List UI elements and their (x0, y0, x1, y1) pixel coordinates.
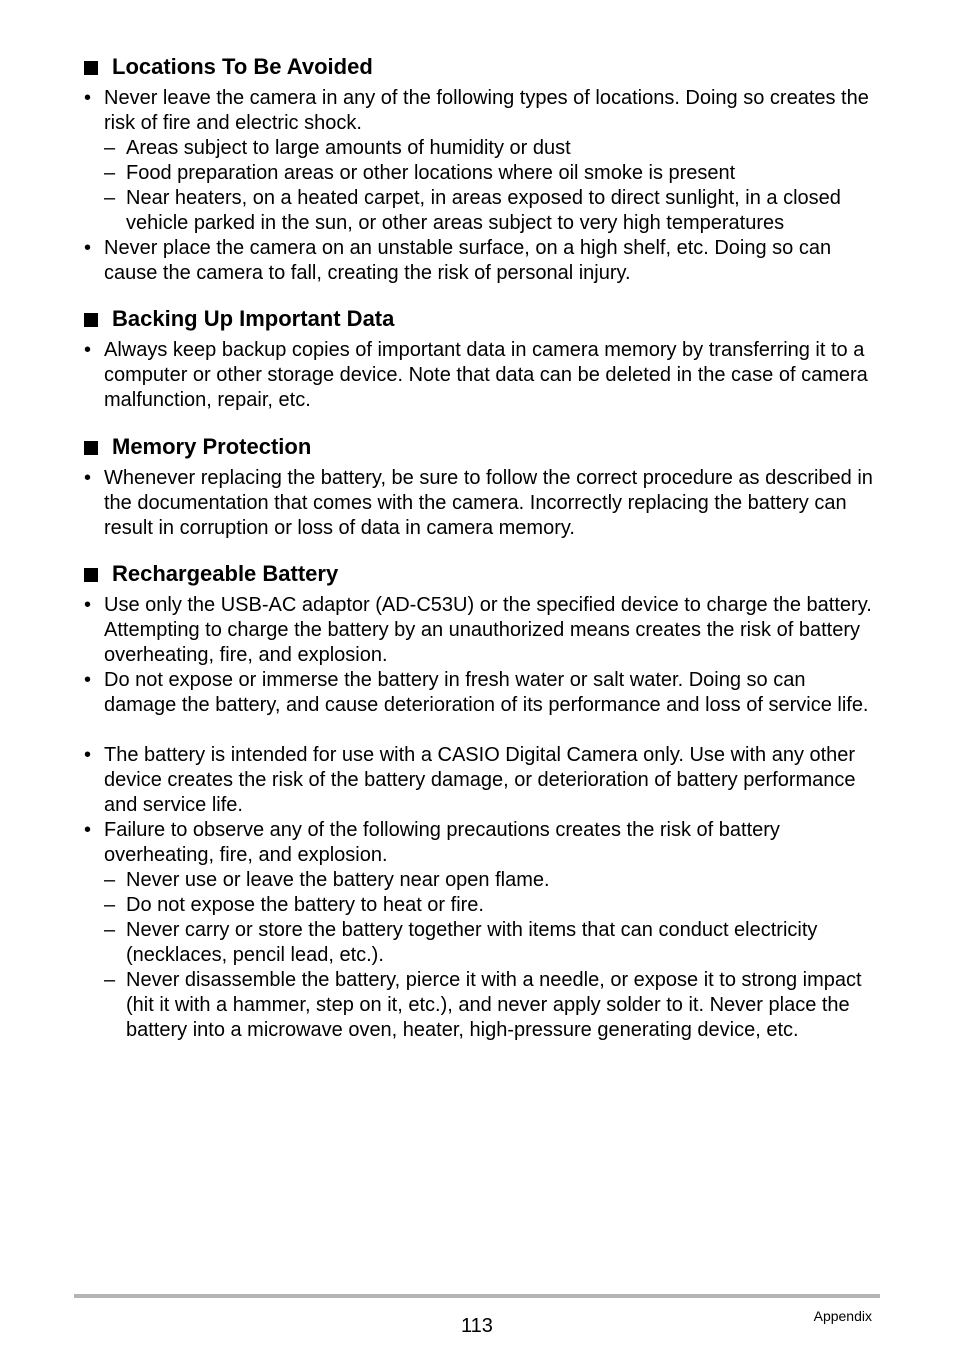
heading-text: Locations To Be Avoided (112, 54, 373, 79)
dash-marker: – (104, 969, 116, 991)
sub-list-item-text: Near heaters, on a heated carpet, in areas exposed to direct sunlight, in a closed vehicle parked in the sun, or other areas subject to very high temperatures (126, 187, 841, 234)
footer-section-label: Appendix (813, 1308, 872, 1324)
dash-marker: – (104, 187, 116, 209)
bullet-icon: • (84, 669, 92, 691)
dash-marker: – (104, 869, 116, 891)
bullet-icon: • (84, 237, 92, 259)
sub-list-item-text: Never use or leave the battery near open flame. (126, 869, 550, 891)
square-bullet-icon (84, 568, 98, 582)
sub-list-item-text: Do not expose the battery to heat or fire. (126, 894, 484, 916)
heading-text: Rechargeable Battery (112, 561, 339, 586)
section-heading-battery (84, 561, 338, 587)
list-item-text: The battery is intended for use with a CASIO Digital Camera only. Use with any other device creates the risk of the battery damage, or deterioration of battery performance and service life. (104, 744, 856, 816)
list-item-text: Never leave the camera in any of the following types of locations. Doing so creates the risk of fire and electric shock. (104, 87, 869, 134)
list-item-text: Whenever replacing the battery, be sure to follow the correct procedure as described in the documentation that comes with the camera. Incorrectly replacing the battery can result in corruption or loss of data in camera memory. (104, 467, 873, 539)
bullet-icon: • (84, 87, 92, 109)
page-number: 113 (461, 1315, 493, 1337)
sub-list-item-text: Areas subject to large amounts of humidity or dust (126, 137, 571, 159)
dash-marker: – (104, 919, 116, 941)
bullet-icon: • (84, 339, 92, 361)
bullet-icon: • (84, 594, 92, 616)
sub-list-item-text: Never disassemble the battery, pierce it with a needle, or expose it to strong impact (hit it with a hammer, step on it, etc.), and never apply solder to it. Never place the battery into a microwave oven, heater, high-pressure generating device, etc. (126, 969, 862, 1041)
sub-list-item-text: Food preparation areas or other locations where oil smoke is present (126, 162, 736, 184)
sub-list-item-text: Never carry or store the battery together with items that can conduct electricity (necklaces, pencil lead, etc.). (126, 919, 818, 966)
bullet-icon: • (84, 744, 92, 766)
dash-marker: – (104, 894, 116, 916)
dash-marker: – (104, 162, 116, 184)
bullet-icon: • (84, 819, 92, 841)
footer-divider (74, 1294, 880, 1298)
section-heading-backup (84, 306, 394, 332)
heading-text: Memory Protection (112, 434, 312, 459)
list-item-text: Do not expose or immerse the battery in fresh water or salt water. Doing so can damage the battery, and cause deterioration of its performance and loss of service life. (104, 669, 869, 716)
dash-marker: – (104, 137, 116, 159)
list-item-text: Use only the USB-AC adaptor (AD-C53U) or the specified device to charge the battery. Attempting to charge the battery by an unauthorized means creates the risk of battery overheating, fire, and explosion. (104, 594, 872, 666)
section-heading-locations (84, 54, 373, 80)
list-item-text: Failure to observe any of the following precautions creates the risk of battery overheating, fire, and explosion. (104, 819, 780, 866)
bullet-icon: • (84, 467, 92, 489)
list-item-text: Never place the camera on an unstable surface, on a high shelf, etc. Doing so can cause the camera to fall, creating the risk of personal injury. (104, 237, 832, 284)
heading-text: Backing Up Important Data (112, 306, 395, 331)
square-bullet-icon (84, 313, 98, 327)
square-bullet-icon (84, 441, 98, 455)
square-bullet-icon (84, 61, 98, 75)
list-item-text: Always keep backup copies of important data in camera memory by transferring it to a computer or other storage device. Note that data can be deleted in the case of camera malfunction, repair, etc. (104, 339, 868, 411)
section-heading-memory (84, 434, 311, 460)
